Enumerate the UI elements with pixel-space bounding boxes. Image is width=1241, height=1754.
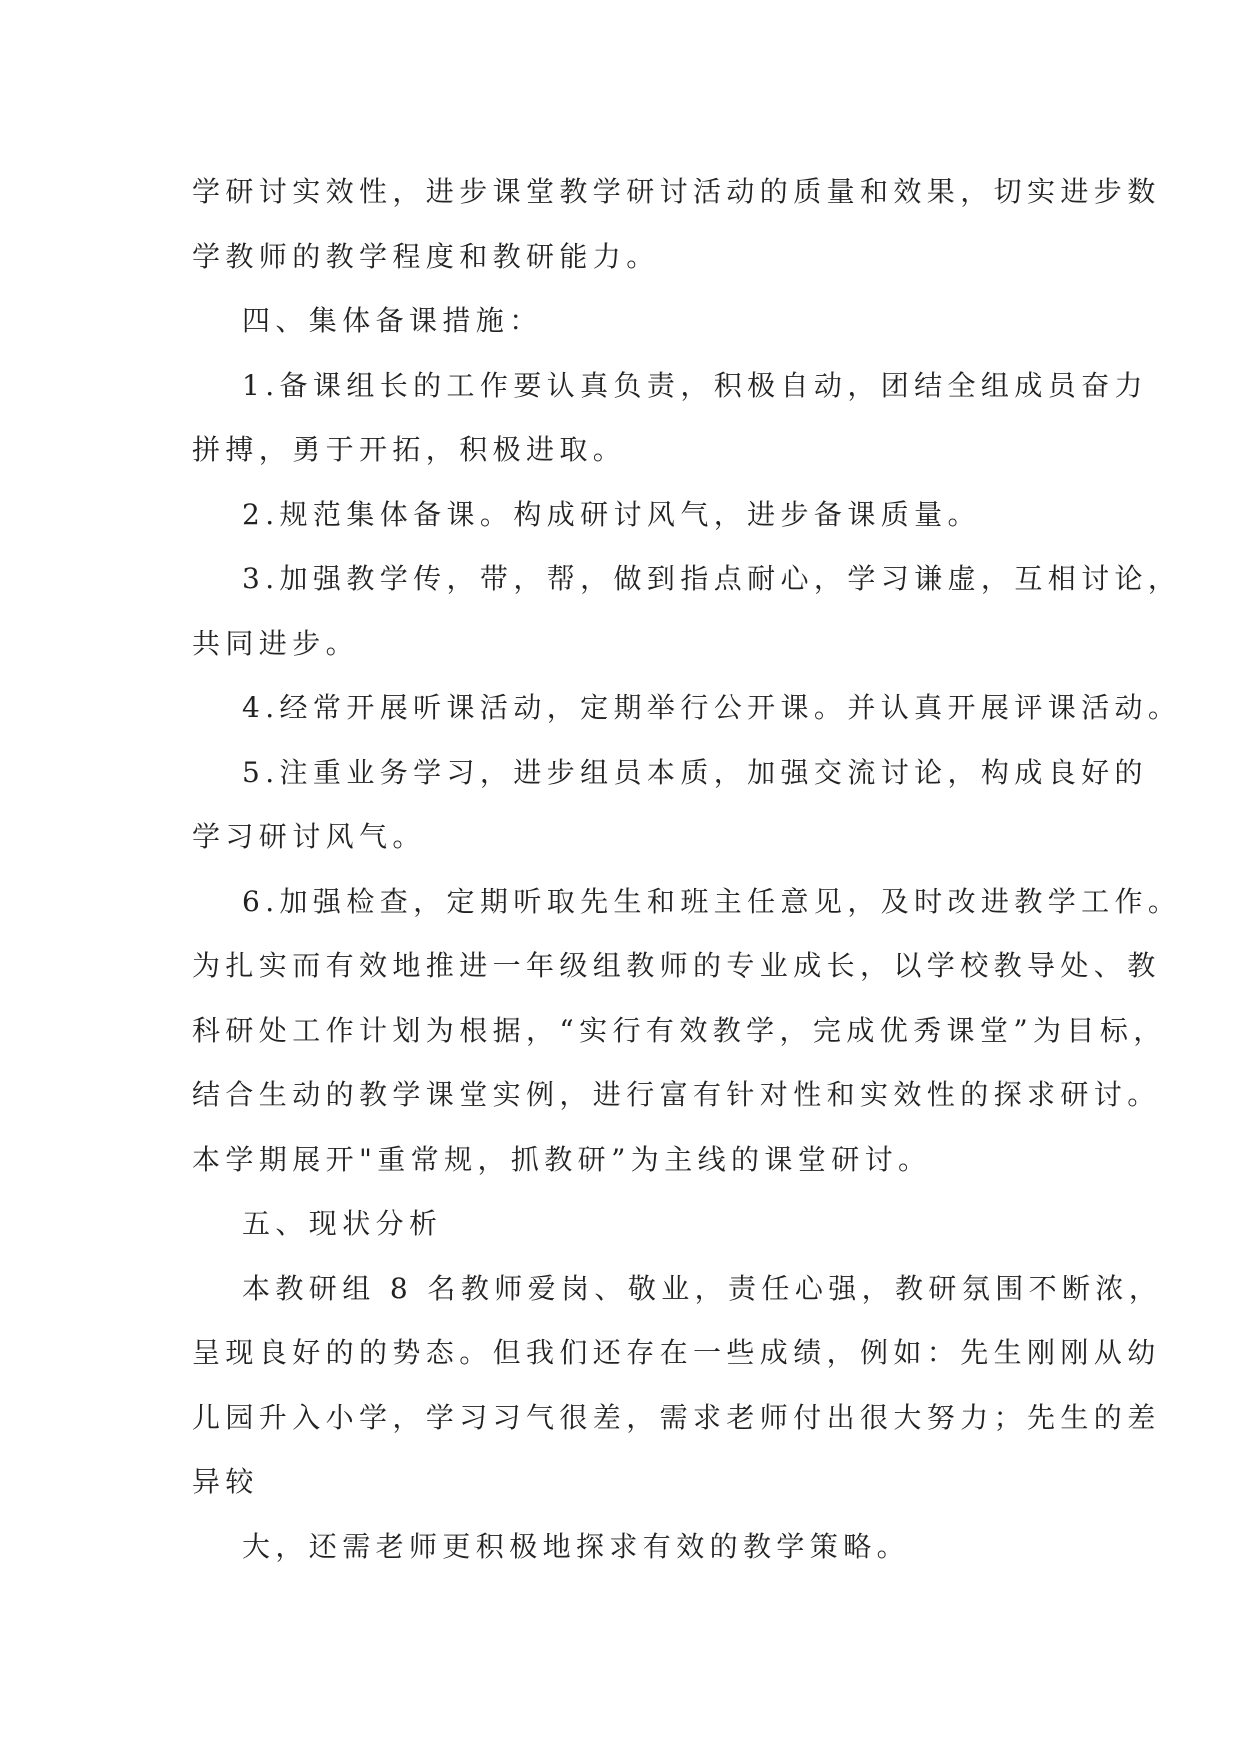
list-item: 3.加强教学传，带，帮，做到指点耐心，学习谦虚，互相讨论， (242, 562, 1182, 595)
text-line: 学教师的教学程度和教研能力。 (192, 239, 660, 273)
list-item: 2.规范集体备课。构成研讨风气，进步备课质量。 (242, 497, 981, 531)
list-item: 1.备课组长的工作要认真负责，积极自动，团结全组成员奋力 (242, 368, 1148, 402)
section-heading: 五、现状分析 (242, 1207, 443, 1240)
document-body (192, 160, 1182, 1579)
text-line: 为扎实而有效地推进一年级组教师的专业成长，以学校教导处、教 (192, 949, 1161, 982)
text-line: 本学期展开"重常规，抓教研”为主线的课堂研讨。 (192, 1142, 932, 1176)
text-line: 异较 (192, 1465, 259, 1498)
text-line: 结合生动的教学课堂实例，进行富有针对性和实效性的探求研讨。 (192, 1078, 1161, 1111)
text-line: 学习研讨风气。 (192, 820, 426, 853)
paragraph-start: 大，还需老师更积极地探求有效的教学策略。 (242, 1529, 911, 1563)
list-item: 4.经常开展听课活动，定期举行公开课。并认真开展评课活动。 (242, 691, 1182, 724)
text-line: 拼搏，勇于开拓，积极进取。 (192, 433, 627, 466)
text-line: 儿园升入小学，学习习气很差，需求老师付出很大努力；先生的差 (192, 1400, 1161, 1434)
text-line: 共同进步。 (192, 626, 360, 660)
list-item: 5.注重业务学习，进步组员本质，加强交流讨论，构成良好的 (242, 755, 1148, 789)
text-line: 学研讨实效性，进步课堂教学研讨活动的质量和效果，切实进步数 (192, 175, 1161, 208)
section-heading: 四、集体备课措施： (242, 304, 543, 337)
text-line: 科研处工作计划为根据，“实行有效教学，完成优秀课堂”为目标， (192, 1013, 1167, 1047)
paragraph-start: 本教研组 8 名教师爱岗、敬业，责任心强，教研氛围不断浓， (242, 1271, 1163, 1305)
text-line: 呈现良好的的势态。但我们还存在一些成绩，例如：先生刚刚从幼 (192, 1336, 1161, 1369)
list-item: 6.加强检查，定期听取先生和班主任意见，及时改进教学工作。 (242, 884, 1182, 918)
